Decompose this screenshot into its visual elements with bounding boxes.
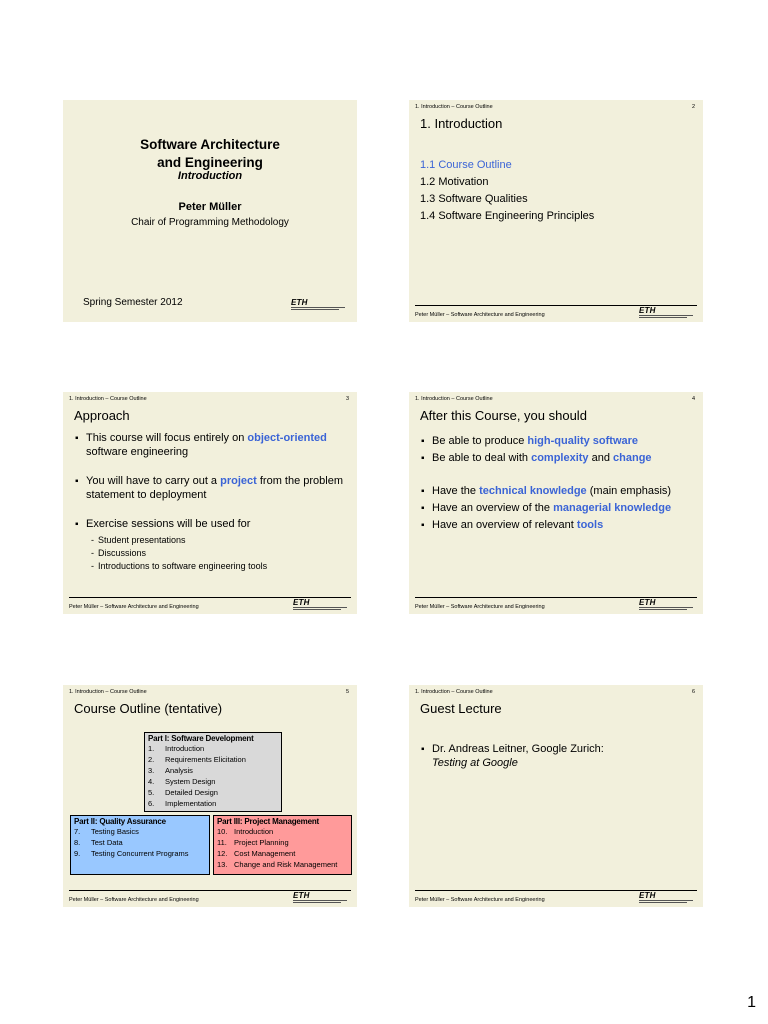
slide-title: Approach — [74, 408, 130, 423]
bullet-list — [75, 432, 345, 573]
semester: Spring Semester 2012 — [83, 297, 183, 308]
outline-item: 2. Requirements Elicitation — [148, 755, 246, 764]
sub-item: - Student presentations — [86, 534, 345, 547]
eth-logo: ETH — [639, 599, 695, 611]
outline-item: 3. Analysis — [148, 766, 193, 775]
affiliation: Chair of Programming Methodology — [131, 217, 289, 228]
sub-list — [86, 534, 345, 573]
part3-heading: Part III: Project Management — [217, 817, 319, 826]
slide-4 — [409, 392, 703, 614]
slide-header: 1. Introduction – Course Outline — [415, 104, 493, 110]
toc-list — [420, 157, 594, 225]
author-name: Peter Müller — [178, 201, 242, 213]
slide-5 — [63, 685, 357, 907]
bullet-item: ▪ Be able to produce high-quality software — [421, 433, 696, 450]
outline-item: 1. Introduction — [148, 744, 205, 753]
eth-logo: ETH — [293, 599, 349, 611]
slide-title: Guest Lecture — [420, 701, 502, 716]
part2-box — [70, 815, 210, 875]
outline-item: 5. Detailed Design — [148, 788, 218, 797]
sub-item: - Discussions — [86, 547, 345, 560]
bullet-item: ▪ Have the technical knowledge (main emphasis) — [421, 483, 696, 500]
slide-number: 6 — [691, 689, 695, 695]
toc-item: 1.4 Software Engineering Principles — [420, 210, 595, 222]
toc-item: 1.3 Software Qualities — [420, 193, 528, 205]
toc-item-active: 1.1 Course Outline — [420, 159, 512, 171]
outline-item: 9. Testing Concurrent Programs — [74, 849, 189, 858]
part1-heading: Part I: Software Development — [148, 734, 254, 743]
slide-header: 1. Introduction – Course Outline — [415, 689, 493, 695]
slide-footer: Peter Müller – Software Architecture and Engineering — [415, 604, 545, 610]
slide-title: Software Architecture and Engineering — [140, 137, 280, 170]
outline-item: 11. Project Planning — [217, 838, 289, 847]
sub-item: - Introductions to software engineering tools — [86, 560, 345, 573]
slide-title: Course Outline (tentative) — [74, 701, 223, 716]
slide-footer: Peter Müller – Software Architecture and Engineering — [69, 604, 199, 610]
slide-footer: Peter Müller – Software Architecture and Engineering — [69, 897, 199, 903]
slide-header: 1. Introduction – Course Outline — [69, 396, 147, 402]
slide-number: 2 — [691, 104, 695, 110]
slide-1 — [63, 100, 357, 322]
slide-2 — [409, 100, 703, 322]
bullet-item: ▪ Have an overview of the managerial knowledge — [421, 500, 696, 517]
slide-subtitle: Introduction — [177, 170, 243, 182]
bullet-item: ▪ Be able to deal with complexity and change — [421, 450, 696, 467]
bullet-item: ▪ This course will focus entirely on object-oriented software engineering — [75, 432, 345, 459]
slide-number: 3 — [345, 396, 349, 402]
slide-3 — [63, 392, 357, 614]
slide-header: 1. Introduction – Course Outline — [69, 689, 147, 695]
toc-item: 1.2 Motivation — [420, 176, 489, 188]
outline-item: 10. Introduction — [217, 827, 274, 836]
bullet-list — [421, 433, 696, 534]
slide-title: After this Course, you should — [420, 408, 587, 423]
slide-footer: Peter Müller – Software Architecture and Engineering — [415, 897, 545, 903]
bullet-item: ▪ You will have to carry out a project from the problem statement to deployment — [75, 475, 345, 502]
slide-header: 1. Introduction – Course Outline — [415, 396, 493, 402]
part3-box — [213, 815, 352, 875]
part1-box — [144, 732, 282, 812]
outline-item: 7. Testing Basics — [74, 827, 139, 836]
slide-6 — [409, 685, 703, 907]
outline-item: 8. Test Data — [74, 838, 123, 847]
part2-heading: Part II: Quality Assurance — [74, 817, 166, 826]
bullet-item: ▪ Have an overview of relevant tools — [421, 517, 696, 534]
slide-title: 1. Introduction — [420, 116, 503, 131]
bullet-item: ▪ Exercise sessions will be used for - Student presentations - Discussions - Introductions to software engineering tools — [75, 518, 345, 573]
page-number: 1 — [747, 994, 756, 1011]
outline-item: 13. Change and Risk Management — [217, 860, 338, 869]
eth-logo: ETH — [291, 299, 347, 311]
outline-item: 12. Cost Management — [217, 849, 296, 858]
outline-item: 6. Implementation — [148, 799, 217, 808]
slide-footer: Peter Müller – Software Architecture and Engineering — [415, 312, 545, 318]
bullet-list — [421, 743, 691, 770]
bullet-item: ▪ Dr. Andreas Leitner, Google Zurich: Testing at Google — [421, 743, 691, 770]
slide-number: 4 — [691, 396, 695, 402]
eth-logo: ETH — [639, 892, 695, 904]
eth-logo: ETH — [293, 892, 349, 904]
eth-logo: ETH — [639, 307, 695, 319]
outline-item: 4. System Design — [148, 777, 216, 786]
slide-number: 5 — [345, 689, 349, 695]
